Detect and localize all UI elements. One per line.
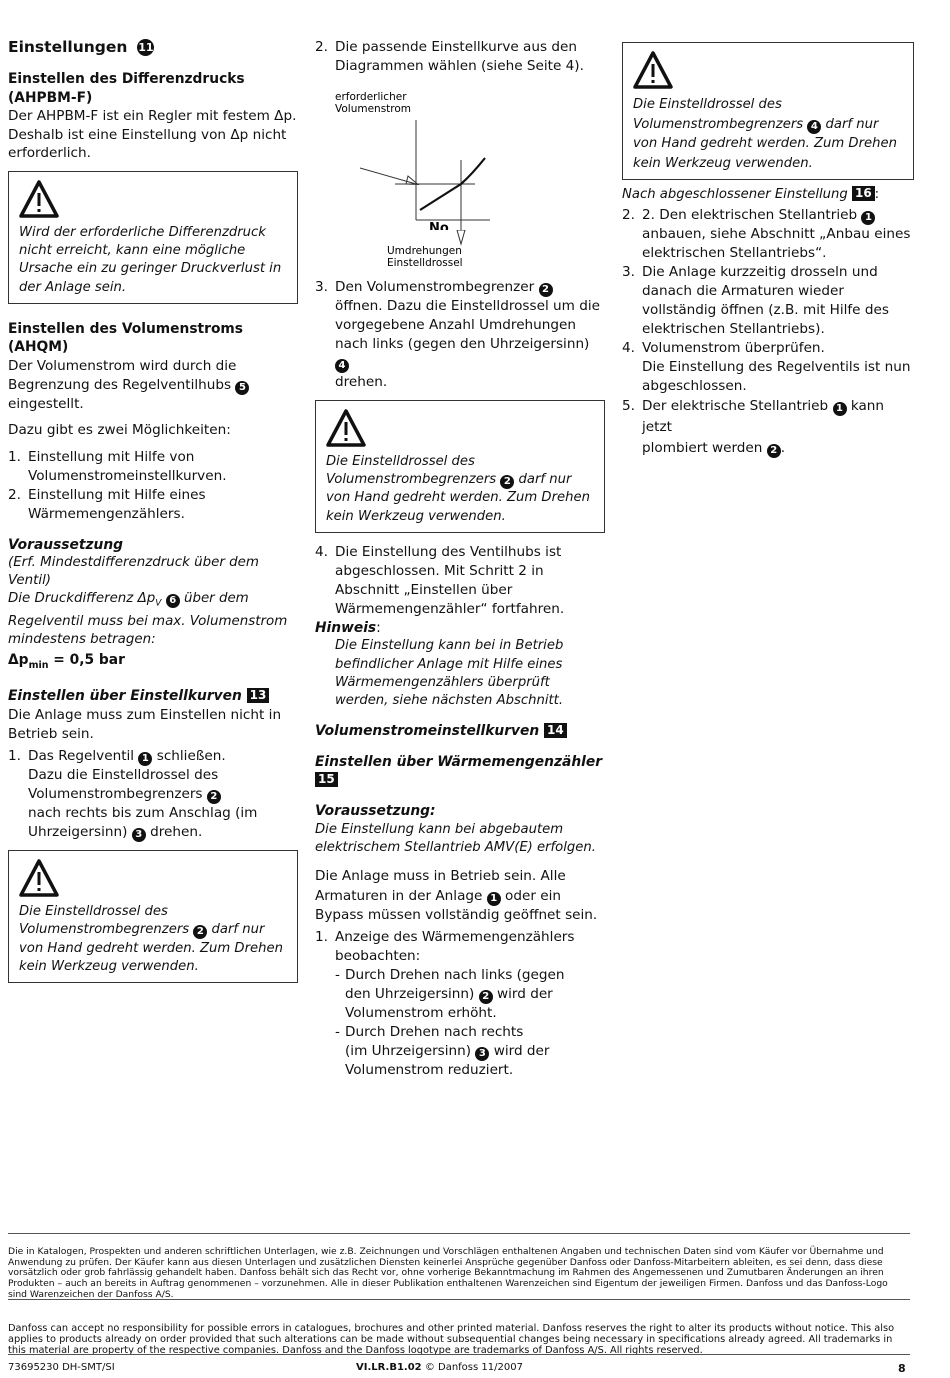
warning-icon [326, 409, 366, 447]
footer-divider [8, 1233, 910, 1234]
warning-icon [19, 859, 59, 897]
diagram-label-turns: Umdrehungen [387, 245, 462, 257]
page-number: 8 [898, 1362, 906, 1375]
subheading-flow: Einstellen des Volumenstroms (AHQM) [8, 320, 244, 356]
warning-box [8, 850, 298, 983]
column-2 [315, 38, 605, 1080]
options-list [8, 448, 298, 524]
diagram-bottom-labels [315, 230, 605, 274]
warning-icon [633, 51, 673, 89]
warning-text: Wird der erforderliche Differenzdruck nicht erreicht, kann eine mögliche Ursache ein zu geringer Druckverlust in der Anlage sein. [19, 224, 282, 295]
subheading-differential-pressure: Einstellen des Differenzdrucks [8, 71, 245, 87]
subheading-curves-ref: Volumenstromeinstellkurven 14 [315, 722, 605, 741]
step-4: 4. Die Einstellung des Ventilhubs ist abgeschlossen. Mit Schritt 2 in Abschnitt „Einstellen über Wärmemengenzähler“ fortfahren. [315, 543, 565, 617]
dash-item-increase: - Durch Drehen nach links (gegen den Uhrzeigersinn) 2 wird der Volumenstrom erhöht. [335, 966, 565, 1021]
meter-step-1: 1. Anzeige des Wärmemengenzählers beobachten: [315, 928, 575, 964]
warning-icon [19, 180, 59, 218]
warning-box [622, 42, 914, 180]
subheading-prerequisite-2: Voraussetzung: [315, 803, 436, 819]
paragraph: Die Anlage muss zum Einstellen nicht in Betrieb sein. [8, 706, 282, 742]
step-list [8, 747, 298, 842]
final-step-3: 3. Die Anlage kurzzeitig drosseln und danach die Armaturen wieder vollständig öffnen (z.B. mit Hilfe des elektrischen Stellantriebs). [622, 264, 889, 338]
diagram-label-flow: erforderlicher [335, 91, 407, 103]
paragraph: Die Anlage muss in Betrieb sein. Alle Armaturen in der Anlage 1 oder ein Bypass müssen vollständig geöffnet sein. [315, 868, 598, 923]
min-pressure-value: $\Delta p_{min} = 0,5$ bar [8, 652, 125, 671]
warning-text: Die Einstelldrossel des Volumenstrombegrenzers 2 darf nur von Hand gedreht werden. Zum Drehen kein Werkzeug verwenden. [19, 904, 283, 974]
disclaimer-german: Die in Katalogen, Prospekten und anderen schriftlichen Unterlagen, wie z.B. Zeichnungen und Vorschlägen enthaltenen Angaben und technischen Daten sind vom Käufer vor Übernahme und Anwendung zu prüfen. Der Käufer kann aus diesen Unterlagen und zusätzlichen Diensten keinerlei Ansprüche gegenüber Danfoss oder Danfoss-Mitarbeitern ableiten, es sei denn, dass diese vorsätzlich oder grob fahrlässig gehandelt haben. Danfoss behält sich das Recht vor, ohne vorherige Bekanntmachung im Rahmen des Angemessenen und Zumutbaren Änderungen an ihren Produkten – auch an bereits in Auftrag genommenen – vorzunehmen. Alle in dieser Publikation enthaltenen Warenzeichen sind Eigentum der jeweiligen Firmen. Danfoss und das Danfoss-Logo sind Warenzeichen der Danfoss A/S. [8, 1246, 888, 1300]
dash-item-decrease: - Durch Drehen nach rechts (im Uhrzeigersinn) 3 wird der Volumenstrom reduziert. [335, 1023, 550, 1078]
step-list [315, 278, 605, 392]
subheading-curves: Einstellen über Einstellkurven 13 [8, 687, 298, 706]
callout-number: 5 [235, 381, 249, 395]
step-list [315, 38, 605, 76]
prerequisite-text-2: Die Einstellung kann bei abgebautem elektrischem Stellantrieb AMV(E) erfolgen. [315, 821, 596, 855]
warning-text: Die Einstelldrossel des Volumenstrombegrenzers 4 darf nur von Hand gedreht werden. Zum Drehen kein Werkzeug verwenden. [633, 97, 897, 171]
paragraph: Der Volumenstrom wird durch die Begrenzung des Regelventilhubs 5 eingestellt. [8, 357, 298, 413]
hint-title: Hinweis: [315, 619, 381, 636]
step-2: 2. Die passende Einstellkurve aus den Diagrammen wählen (siehe Seite 4). [315, 39, 584, 74]
subheading-model: (AHPBM-F) [8, 89, 93, 106]
subheading-prerequisite: Voraussetzung [8, 536, 124, 553]
warning-box [8, 171, 298, 304]
step-list [315, 928, 605, 966]
final-steps-list [622, 206, 914, 459]
step-3: 3. Den Volumenstrombegrenzer 2 öffnen. Dazu die Einstelldrossel um die vorgegebene Anzahl Umdrehungen nach links (gegen den Uhrzeigersinn) 4 drehen. [315, 279, 600, 390]
option-item: 2. Einstellung mit Hilfe eines Wärmemengenzählers. [8, 486, 206, 522]
option-item: 1. Einstellung mit Hilfe von Volumenstromeinstellkurven. [8, 448, 227, 484]
section-title [8, 38, 298, 56]
after-setting-label: Nach abgeschlossener Einstellung 16 : [622, 186, 880, 202]
figure-ref-badge: 13 [247, 688, 270, 703]
column-3 [622, 42, 914, 467]
disclaimer-english: Danfoss can accept no responsibility for possible errors in catalogues, brochures and other printed material. Danfoss reserves the right to alter its products without notice. This also applies to products already on order provided that such alterations can be made without subsequential changes being necessary in specifications already agreed. All trademarks in this material are property of the respective companies. Danfoss and the Danfoss logotype are trademarks of Danfoss A/S. All rights reserved. [8, 1322, 895, 1357]
paragraph: Der AHPBM-F ist ein Regler mit festem Δp. Deshalb ist eine Einstellung von Δp nicht erforderlich. [8, 108, 297, 162]
column-1 [8, 38, 298, 993]
figure-number-badge: 11 [138, 40, 154, 54]
diagram-label-flow-2: Volumenstrom [335, 103, 412, 115]
final-step-5: 5. Der elektrische Stellantrieb 1 kann jetzt plombiert werden 2 . [622, 398, 885, 457]
hint-text: Die Einstellung kann bei in Betrieb befindlicher Anlage mit Hilfe eines Wärmemengenzählers überprüft werden, siehe nächsten Abschnitt. [335, 638, 564, 709]
setting-curve-diagram [315, 80, 605, 230]
diagram-label-throttle: Einstelldrossel [387, 257, 463, 269]
final-step-2: 2. 2. Den elektrischen Stellantrieb 1 anbauen, siehe Abschnitt „Anbau eines elektrischen Stellantriebs“. [622, 207, 911, 262]
warning-text: Die Einstelldrossel des Volumenstrombegrenzers 2 darf nur von Hand gedreht werden. Zum Drehen kein Werkzeug verwenden. [326, 454, 590, 524]
diagram-label-no: No [429, 221, 449, 230]
subheading-heat-meter: Einstellen über Wärmemengenzähler 15 [315, 753, 603, 787]
title-text: Einstellungen [8, 38, 128, 56]
document-code: 73695230 DH-SMT/SI [8, 1362, 115, 1373]
step-list [315, 543, 605, 619]
prerequisite-text: (Erf. Mindestdifferenzdruck über dem Ventil) Die Druckdifferenz $\Delta p_V$ 6 über dem Regelventil muss bei max. Volumenstrom mindestens betragen: [8, 555, 288, 648]
document-reference: VI.LR.B1.02 © Danfoss 11/2007 [356, 1362, 523, 1373]
paragraph: Dazu gibt es zwei Möglichkeiten: [8, 422, 231, 439]
footer-divider [8, 1354, 910, 1355]
step-1: 1. Das Regelventil 1 schließen. Dazu die Einstelldrossel des Volumenstrombegrenzers 2 nach rechts bis zum Anschlag (im Uhrzeigersinn) 3 drehen. [8, 748, 258, 841]
warning-box [315, 400, 605, 533]
footer-divider [8, 1299, 910, 1300]
final-step-4: 4. Volumenstrom überprüfen. Die Einstellung des Regelventils ist nun abgeschlossen. [622, 340, 911, 395]
